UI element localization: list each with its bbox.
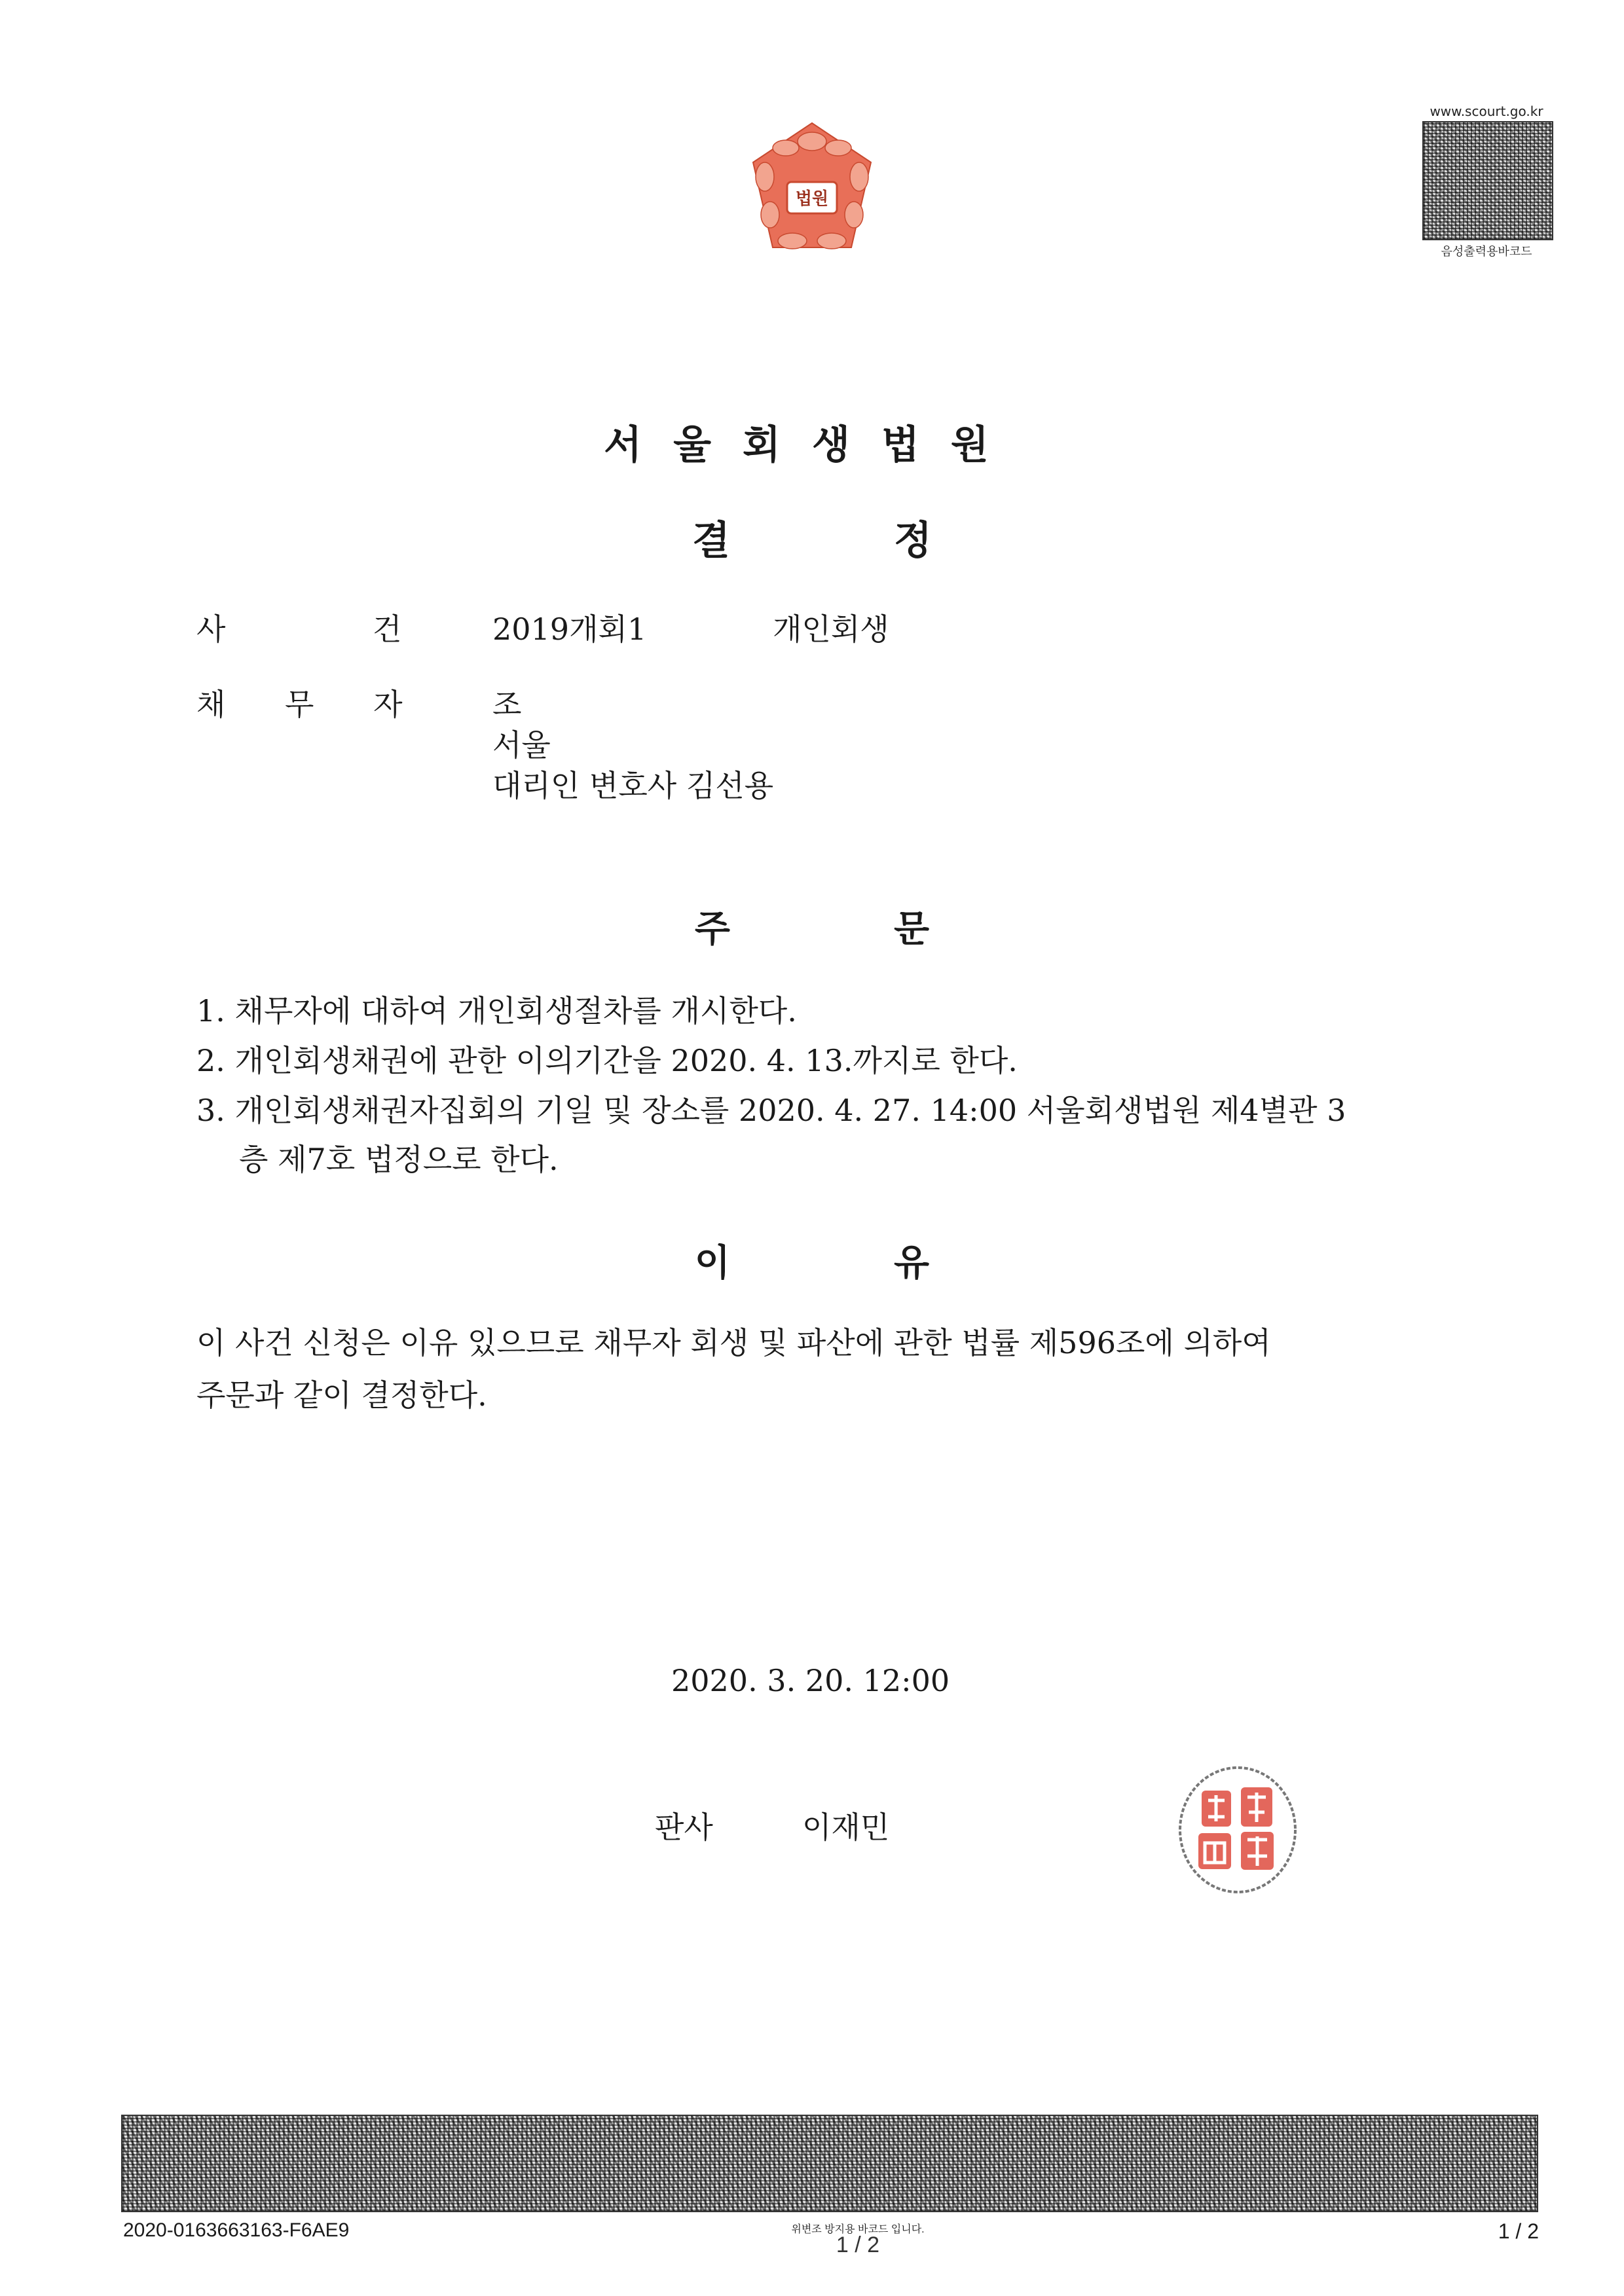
barcode-caption: 음성출력용바코드 [1441, 245, 1532, 259]
debtor-label: 채 무 자 [196, 687, 428, 722]
debtor-name: 조 [492, 687, 522, 722]
voice-output-barcode [1422, 121, 1553, 240]
order-item-3: 3. 개인회생채권자집회의 기일 및 장소를 2020. 4. 27. 14:00 서울회생법원 제4별관 3 [196, 1093, 1346, 1128]
barcode-url: www.scourt.go.kr [1430, 103, 1543, 119]
page-number-right: 1 / 2 [1498, 2219, 1539, 2243]
page-number-center: 1 / 2 [836, 2232, 880, 2257]
case-type: 개인회생 [773, 611, 889, 647]
order-heading: 주문 [694, 908, 1094, 951]
case-number: 2019개회1 [492, 611, 647, 647]
decision-date: 2020. 3. 20. 12:00 [671, 1663, 950, 1698]
reason-line-1: 이 사건 신청은 이유 있으므로 채무자 회생 및 파산에 관한 법률 제596조에 의하여 [196, 1325, 1271, 1360]
judge-title: 판사 [655, 1810, 713, 1845]
order-item-3-cont: 층 제7호 법정으로 한다. [239, 1142, 559, 1177]
document-code: 2020-0163663163-F6AE9 [123, 2219, 350, 2241]
document-title: 결정 [692, 518, 1096, 564]
case-label: 사 건 [196, 611, 471, 647]
judge-seal-icon [1172, 1761, 1303, 1899]
anti-forgery-barcode [121, 2115, 1538, 2212]
court-name: 서울회생법원 [604, 422, 1020, 468]
court-emblem-icon [733, 117, 891, 274]
debtor-agent: 대리인 변호사 김선용 [492, 768, 774, 803]
judge-name: 이재민 [802, 1810, 890, 1845]
reason-line-2: 주문과 같이 결정한다. [196, 1377, 487, 1413]
emblem-label: 법원 [795, 189, 829, 209]
reason-heading: 이유 [694, 1242, 1094, 1285]
debtor-address: 서울 [492, 727, 551, 763]
barcode-note: 위변조 방지용 바코드 입니다. [791, 2224, 925, 2235]
order-item-2: 2. 개인회생채권에 관한 이의기간을 2020. 4. 13.까지로 한다. [196, 1043, 1018, 1078]
order-item-1: 1. 채무자에 대하여 개인회생절차를 개시한다. [196, 993, 797, 1029]
